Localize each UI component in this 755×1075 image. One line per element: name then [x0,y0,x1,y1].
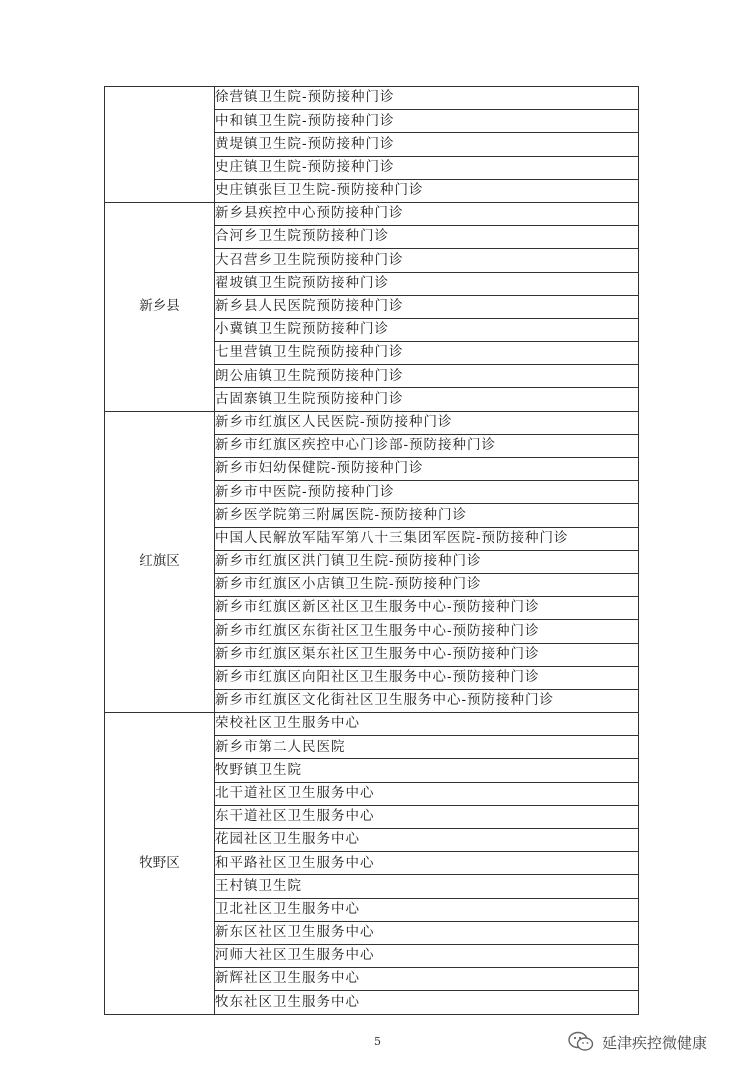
clinic-name-cell: 新乡市红旗区新区社区卫生服务中心-预防接种门诊 [215,597,639,620]
wechat-icon [566,1030,596,1054]
region-cell: 新乡县 [105,202,215,411]
table-row [105,202,639,225]
watermark-text: 延津疾控微健康 [602,1033,708,1052]
clinic-name-cell: 新乡县疾控中心预防接种门诊 [215,202,639,225]
clinic-name-cell: 河师大社区卫生服务中心 [215,944,639,967]
clinic-name-cell: 北干道社区卫生服务中心 [215,782,639,805]
clinic-name-cell: 新辉社区卫生服务中心 [215,968,639,991]
clinic-name-cell: 七里营镇卫生院预防接种门诊 [215,342,639,365]
region-cell: 牧野区 [105,713,215,1014]
clinic-name-cell: 徐营镇卫生院-预防接种门诊 [215,87,639,110]
clinic-name-cell: 史庄镇张巨卫生院-预防接种门诊 [215,179,639,202]
clinic-name-cell: 新乡县人民医院预防接种门诊 [215,295,639,318]
clinic-name-cell: 中和镇卫生院-预防接种门诊 [215,110,639,133]
region-cell [105,87,215,203]
clinic-name-cell: 新乡市红旗区文化街社区卫生服务中心-预防接种门诊 [215,689,639,712]
clinic-name-cell: 牧野镇卫生院 [215,759,639,782]
table-row [105,87,639,110]
clinic-name-cell: 新乡市红旗区小店镇卫生院-预防接种门诊 [215,573,639,596]
clinic-name-cell: 史庄镇卫生院-预防接种门诊 [215,156,639,179]
clinic-name-cell: 新乡市红旗区洪门镇卫生院-预防接种门诊 [215,550,639,573]
page-number: 5 [374,1035,381,1048]
clinic-name-cell: 新东区社区卫生服务中心 [215,921,639,944]
clinic-name-cell: 牧东社区卫生服务中心 [215,991,639,1014]
clinic-name-cell: 新乡市第二人民医院 [215,736,639,759]
table-body [105,87,639,1015]
clinic-name-cell: 王村镇卫生院 [215,875,639,898]
clinic-name-cell: 新乡市红旗区向阳社区卫生服务中心-预防接种门诊 [215,666,639,689]
clinic-name-cell: 黄堤镇卫生院-预防接种门诊 [215,133,639,156]
clinic-name-cell: 大召营乡卫生院预防接种门诊 [215,249,639,272]
clinic-name-cell: 新乡市红旗区东街社区卫生服务中心-预防接种门诊 [215,620,639,643]
clinic-name-cell: 新乡市妇幼保健院-预防接种门诊 [215,458,639,481]
clinic-name-cell: 东干道社区卫生服务中心 [215,805,639,828]
clinic-name-cell: 新乡医学院第三附属医院-预防接种门诊 [215,504,639,527]
clinic-name-cell: 翟坡镇卫生院预防接种门诊 [215,272,639,295]
table-row [105,411,639,434]
clinic-name-cell: 新乡市红旗区渠东社区卫生服务中心-预防接种门诊 [215,643,639,666]
clinic-name-cell: 朗公庙镇卫生院预防接种门诊 [215,365,639,388]
region-cell: 红旗区 [105,411,215,712]
clinic-name-cell: 新乡市红旗区人民医院-预防接种门诊 [215,411,639,434]
table-row [105,713,639,736]
clinic-name-cell: 古固寨镇卫生院预防接种门诊 [215,388,639,411]
clinic-name-cell: 新乡市中医院-预防接种门诊 [215,481,639,504]
clinic-name-cell: 合河乡卫生院预防接种门诊 [215,226,639,249]
vaccination-clinic-table [104,86,639,1015]
clinic-name-cell: 新乡市红旗区疾控中心门诊部-预防接种门诊 [215,434,639,457]
clinic-name-cell: 中国人民解放军陆军第八十三集团军医院-预防接种门诊 [215,527,639,550]
clinic-name-cell: 荣校社区卫生服务中心 [215,713,639,736]
clinic-name-cell: 卫北社区卫生服务中心 [215,898,639,921]
clinic-name-cell: 小冀镇卫生院预防接种门诊 [215,318,639,341]
clinic-name-cell: 花园社区卫生服务中心 [215,829,639,852]
watermark [566,1030,707,1054]
clinic-name-cell: 和平路社区卫生服务中心 [215,852,639,875]
